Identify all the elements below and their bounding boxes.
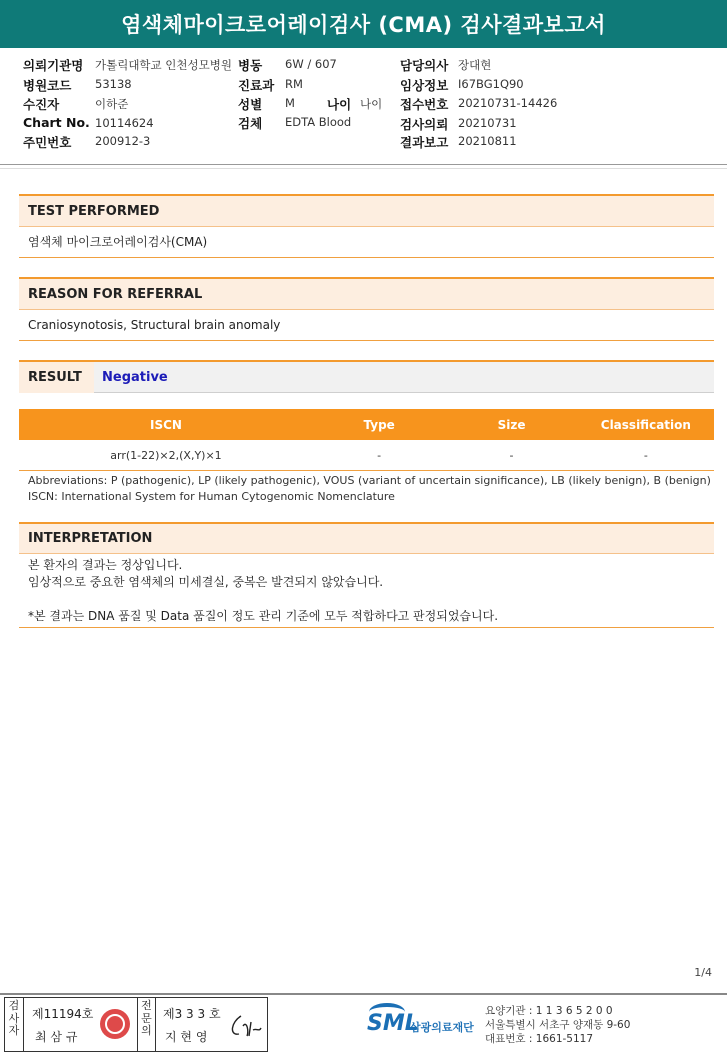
report-label: 결과보고 [400,135,449,150]
quality-note: *본 결과는 DNA 품질 및 Data 품질이 정도 관리 기준에 모두 적합하다고 판정되었습니다. [28,609,499,623]
size-cell: - [445,440,577,471]
ward-label: 병동 [238,58,263,73]
reason-heading: REASON FOR REFERRAL [19,277,714,310]
address: 서울특별시 서초구 양재동 9-60 [485,1019,631,1031]
variant-table [19,409,714,471]
divider [0,164,727,165]
type-cell: - [313,440,445,471]
dept-label: 진료과 [238,78,275,93]
patient-label: 수진자 [23,97,60,112]
examiner-label: 검사자 [5,998,24,1051]
request-value: 20210731 [458,116,517,130]
abbreviations-line: Abbreviations: P (pathogenic), LP (likely pathogenic), VOUS (variant of uncertain significance), LB (likely benign), B (benign) [28,474,711,487]
specialist-label: 전문의 [137,998,156,1051]
ward-value: 6W / 607 [285,57,337,71]
age-label: 나이 [327,97,352,112]
age-value: 나이 [360,97,383,111]
col-size: Size [445,409,577,440]
interpretation-line: 본 환자의 결과는 정상입니다. [28,558,183,572]
code-label: 병원코드 [23,78,72,93]
logo-mark: SML [367,1011,419,1036]
care-number: 요양기관 : 1 1 3 6 5 2 0 0 [485,1005,613,1017]
patient-info-block [0,54,727,164]
signature-box [4,997,268,1052]
iscn-cell: arr(1-22)×2,(X,Y)×1 [19,440,313,471]
reason-text: Craniosynotosis, Structural brain anomaly [19,310,714,341]
iscn-note: ISCN: International System for Human Cytogenomic Nomenclature [28,489,395,503]
result-row [19,360,714,393]
doctor-value: 장대현 [458,58,492,72]
receipt-label: 접수번호 [400,97,449,112]
signature-icon [227,1012,263,1040]
chart-value: 10114624 [95,116,154,130]
examiner-license: 제11194호 [32,1007,94,1021]
sml-logo [367,1003,482,1045]
id-value: 200912-3 [95,134,151,148]
divider [0,168,727,169]
request-label: 검사의뢰 [400,117,449,132]
col-type: Type [313,409,445,440]
result-label: RESULT [19,362,94,393]
sex-label: 성별 [238,97,263,112]
table-row [19,440,714,471]
code-value: 53138 [95,77,132,91]
sex-value: M [285,96,295,110]
dept-value: RM [285,77,303,91]
interpretation-body [19,554,714,628]
specimen-value: EDTA Blood [285,115,352,129]
test-performed-heading: TEST PERFORMED [19,194,714,227]
clinical-value: I67BG1Q90 [458,77,524,91]
clinical-label: 임상정보 [400,78,449,93]
interpretation-heading: INTERPRETATION [19,522,714,554]
seal-icon [100,1009,130,1039]
col-classification: Classification [578,409,714,440]
report-title: 염색체마이크로어레이검사 (CMA) 검사결과보고서 [0,0,727,48]
specimen-label: 검체 [238,116,263,131]
examiner-name: 최 삼 규 [35,1030,78,1044]
patient-value: 이하준 [95,97,129,111]
col-iscn: ISCN [19,409,313,440]
id-label: 주민번호 [23,135,72,150]
receipt-value: 20210731-14426 [458,96,558,110]
org-name: 삼광의료재단 [410,1021,474,1034]
interpretation-line: 임상적으로 중요한 염색체의 미세결실, 중복은 발견되지 않았습니다. [28,575,384,589]
test-performed-text: 염색체 마이크로어레이검사(CMA) [19,227,714,258]
specialist-name: 지 현 영 [165,1030,208,1044]
footer-divider [0,993,727,995]
doctor-label: 담당의사 [400,58,449,73]
page-number: 1/4 [694,966,712,979]
classification-cell: - [578,440,714,471]
specialist-license: 제3 3 3 호 [163,1007,221,1021]
hospital-value: 가톨릭대학교 인천성모병원 [95,58,232,72]
result-value: Negative [102,370,168,385]
org-contact [485,1004,630,1046]
chart-label: Chart No. [23,115,90,130]
abbreviations [28,473,718,504]
hospital-label: 의뢰기관명 [23,58,84,73]
report-value: 20210811 [458,134,517,148]
phone: 대표번호 : 1661-5117 [485,1033,594,1045]
